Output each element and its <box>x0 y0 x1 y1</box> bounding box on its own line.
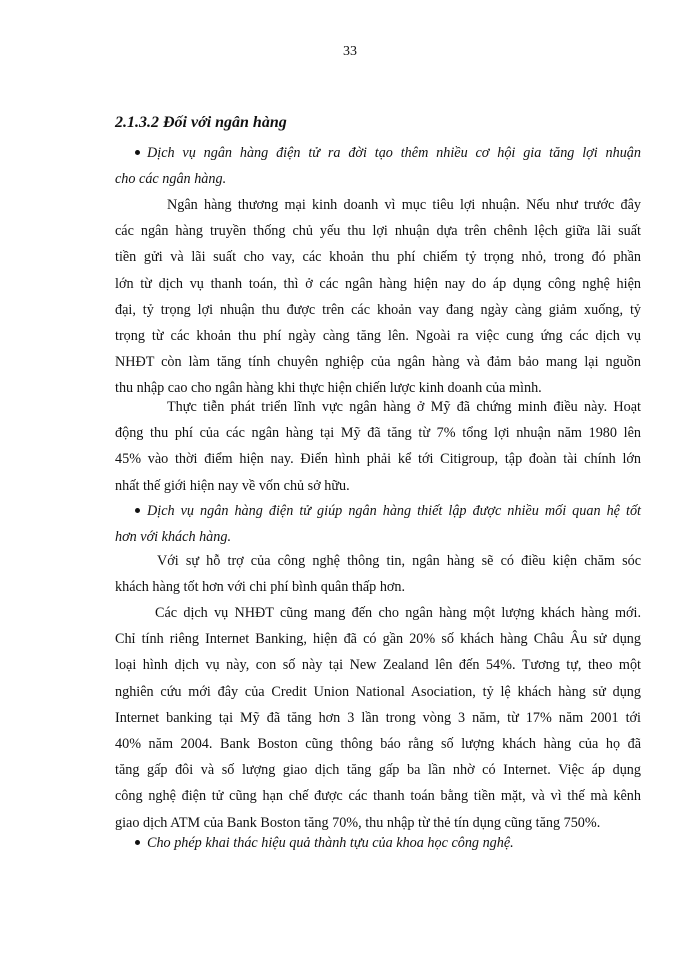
paragraph-1-line: thu nhập cao cho ngân hàng khi thực hiện chiến lược kinh doanh của mình. <box>115 380 542 397</box>
paragraph-4-line: 40% năm 2004. Bank Boston cũng thông báo rằng số lượng khách hàng của họ đã <box>115 736 641 753</box>
bullet-icon <box>135 150 140 155</box>
paragraph-1-line: lớn từ dịch vụ thanh toán, thì ở các ngân hàng hiện nay do áp dụng công nghệ hiện <box>115 275 641 292</box>
bullet-icon <box>135 840 140 845</box>
paragraph-4-line: tăng gấp đôi và số lượng giao dịch tăng gấp ba lần nhờ có Internet. Việc áp dụng <box>115 762 641 779</box>
paragraph-2-line: động thu phí của các ngân hàng tại Mỹ đã tăng từ 7% tổng lợi nhuận năm 1980 lên <box>115 425 641 442</box>
bullet-item-3 <box>115 830 641 856</box>
paragraph-4-line: loại hình dịch vụ này, con số này tại New Zealand lên đến 54%. Tương tự, theo một <box>115 657 641 674</box>
paragraph-4-line: giao dịch ATM của Bank Boston tăng 70%, thu nhập từ thẻ tín dụng cũng tăng 750%. <box>115 814 601 831</box>
paragraph-2-line: 45% vào thời điểm hiện nay. Điển hình phải kể tới Citigroup, tập đoàn tài chính lớn <box>115 451 641 468</box>
bullet-icon <box>135 508 140 513</box>
bullet-item-2 <box>115 498 641 550</box>
bullet-3-line-1: Cho phép khai thác hiệu quả thành tựu của khoa học công nghệ. <box>147 835 514 851</box>
paragraph-1-line: trọng từ các khoản thu phí ngày càng tăng lên. Ngoài ra việc cung ứng các dịch vụ <box>115 328 641 345</box>
paragraph-4-line: Chỉ tính riêng Internet Banking, hiện đã có gần 20% số khách hàng Châu Âu sử dụng <box>115 631 641 648</box>
bullet-item-1 <box>115 140 641 192</box>
bullet-2-line-1: Dịch vụ ngân hàng điện tử giúp ngân hàng thiết lập được nhiều mối quan hệ tốt <box>147 503 641 519</box>
page-number: 33 <box>343 44 357 59</box>
bullet-1-line-1: Dịch vụ ngân hàng điện tử ra đời tạo thêm nhiều cơ hội gia tăng lợi nhuận <box>147 145 641 161</box>
bullet-2-line-2: hơn với khách hàng. <box>115 529 232 546</box>
paragraph-2 <box>115 394 641 499</box>
paragraph-4-line: nghiên cứu mới đây của Credit Union National Asociation, tỷ lệ khách hàng sử dụng <box>115 683 641 700</box>
paragraph-1-line: các ngân hàng truyền thống chủ yếu thu lợi nhuận dựa trên chênh lệch giữa lãi suất <box>115 223 641 240</box>
paragraph-3 <box>115 548 641 600</box>
paragraph-4-line: công nghệ điện tử cũng hạn chế được các thanh toán bằng tiền mặt, và vì thế mà kênh <box>115 788 641 805</box>
bullet-1-line-2: cho các ngân hàng. <box>115 171 227 188</box>
paragraph-3-line: Với sự hỗ trợ của công nghệ thông tin, ngân hàng sẽ có điều kiện chăm sóc <box>157 553 641 569</box>
paragraph-1-line: NHĐT còn làm tăng tính chuyên nghiệp của ngân hàng và đảm bảo mang lại nguồn <box>115 354 641 371</box>
paragraph-4-line: Các dịch vụ NHĐT cũng mang đến cho ngân hàng một lượng khách hàng mới. <box>155 605 641 621</box>
paragraph-1-line: tiền gửi và lãi suất cho vay, các khoản thu phí chiếm tỷ trọng nhỏ, trong đó phần <box>115 249 641 266</box>
paragraph-1 <box>115 192 641 402</box>
paragraph-3-line: khách hàng tốt hơn với chi phí bình quân thấp hơn. <box>115 579 406 596</box>
paragraph-2-line: Thực tiễn phát triển lĩnh vực ngân hàng ở Mỹ đã chứng minh điều này. Hoạt <box>167 399 641 415</box>
paragraph-1-line: đại, tỷ trọng lợi nhuận thu được trên các khoản vay đang ngày càng giảm xuống, tỷ <box>115 301 641 318</box>
paragraph-4 <box>115 600 641 836</box>
paragraph-1-line: Ngân hàng thương mại kinh doanh vì mục tiêu lợi nhuận. Nếu như trước đây <box>167 197 641 213</box>
paragraph-4-line: Internet banking tại Mỹ đã tăng hơn 3 lần trong vòng 3 năm, từ 17% năm 2001 tới <box>115 709 641 726</box>
paragraph-2-line: nhất thế giới hiện nay về vốn chủ sở hữu. <box>115 477 350 494</box>
section-heading: 2.1.3.2 Đối với ngân hàng <box>115 114 287 131</box>
